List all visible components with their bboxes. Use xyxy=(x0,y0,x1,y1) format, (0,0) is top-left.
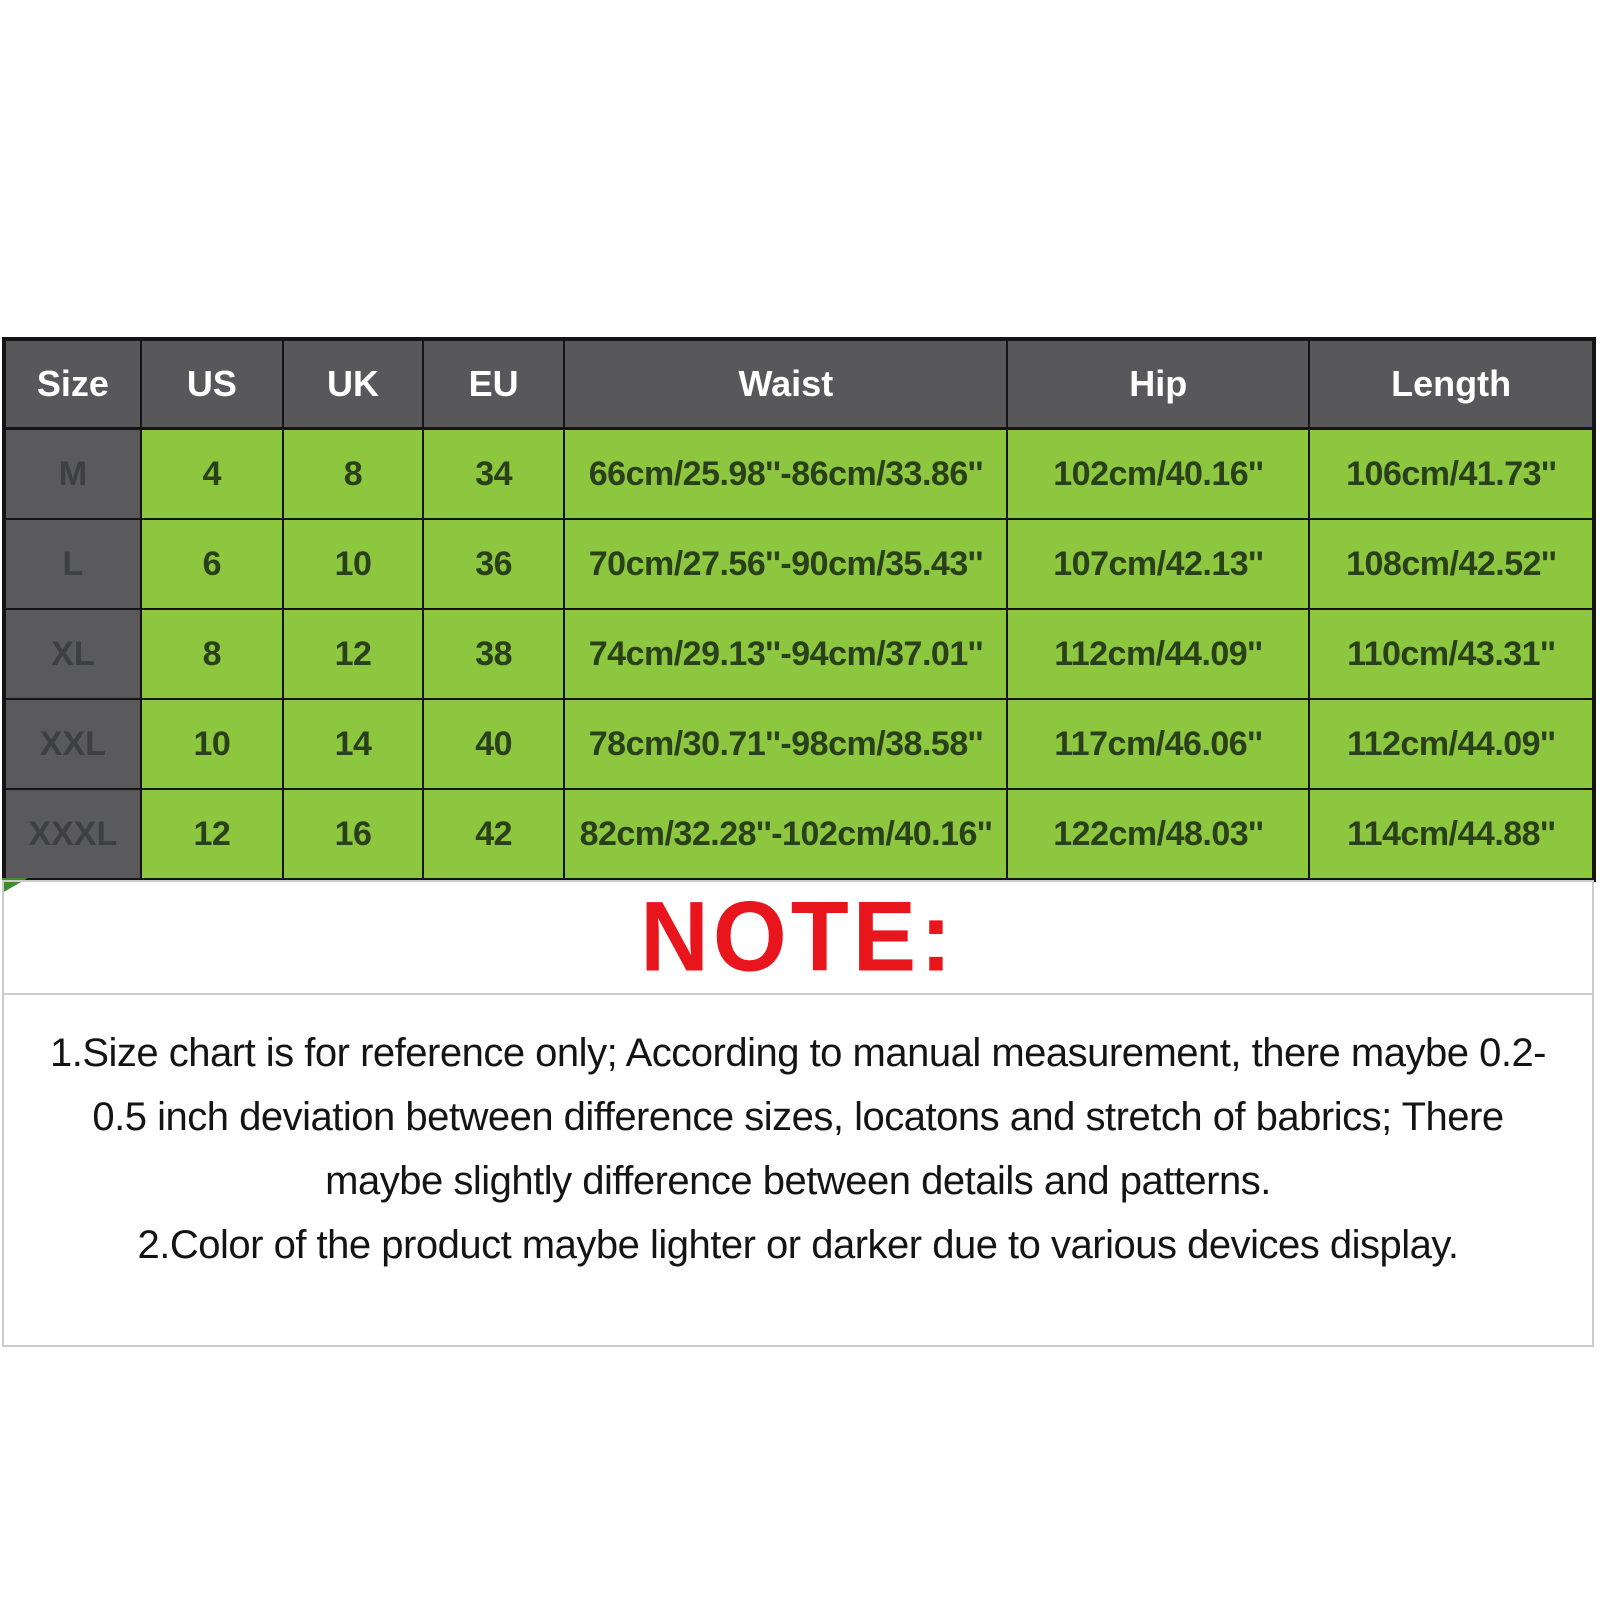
size-chart-table xyxy=(2,337,1596,882)
eu-value: 40 xyxy=(423,699,565,789)
us-value: 10 xyxy=(141,699,283,789)
table-row xyxy=(4,609,1594,699)
eu-value: 34 xyxy=(423,429,565,520)
length-value: 114cm/44.88'' xyxy=(1309,789,1594,880)
us-value: 6 xyxy=(141,519,283,609)
waist-value: 78cm/30.71''-98cm/38.58'' xyxy=(564,699,1007,789)
hip-value: 112cm/44.09'' xyxy=(1007,609,1309,699)
table-row xyxy=(4,429,1594,520)
uk-value: 8 xyxy=(283,429,423,520)
hip-value: 102cm/40.16'' xyxy=(1007,429,1309,520)
waist-value: 70cm/27.56''-90cm/35.43'' xyxy=(564,519,1007,609)
header-us: US xyxy=(141,339,283,429)
us-value: 12 xyxy=(141,789,283,880)
length-value: 108cm/42.52'' xyxy=(1309,519,1594,609)
note-line-4: 2.Color of the product maybe lighter or darker due to various devices display. xyxy=(137,1223,1459,1267)
note-line-3: maybe slightly difference between details and patterns. xyxy=(325,1159,1271,1203)
size-label: L xyxy=(4,519,141,609)
length-value: 110cm/43.31'' xyxy=(1309,609,1594,699)
length-value: 112cm/44.09'' xyxy=(1309,699,1594,789)
eu-value: 42 xyxy=(423,789,565,880)
note-body-section xyxy=(2,993,1594,1347)
size-label: XXXL xyxy=(4,789,141,880)
us-value: 8 xyxy=(141,609,283,699)
waist-value: 66cm/25.98''-86cm/33.86'' xyxy=(564,429,1007,520)
eu-value: 38 xyxy=(423,609,565,699)
uk-value: 10 xyxy=(283,519,423,609)
table-row xyxy=(4,789,1594,880)
header-uk: UK xyxy=(283,339,423,429)
header-waist: Waist xyxy=(564,339,1007,429)
header-eu: EU xyxy=(423,339,565,429)
uk-value: 14 xyxy=(283,699,423,789)
hip-value: 117cm/46.06'' xyxy=(1007,699,1309,789)
length-value: 106cm/41.73'' xyxy=(1309,429,1594,520)
waist-value: 82cm/32.28''-102cm/40.16'' xyxy=(564,789,1007,880)
table-header-row xyxy=(4,339,1594,429)
waist-value: 74cm/29.13''-94cm/37.01'' xyxy=(564,609,1007,699)
header-size: Size xyxy=(4,339,141,429)
hip-value: 107cm/42.13'' xyxy=(1007,519,1309,609)
size-label: XL xyxy=(4,609,141,699)
header-length: Length xyxy=(1309,339,1594,429)
note-title-section xyxy=(2,880,1594,993)
note-title: NOTE: xyxy=(640,881,956,993)
header-hip: Hip xyxy=(1007,339,1309,429)
hip-value: 122cm/48.03'' xyxy=(1007,789,1309,880)
size-label: XXL xyxy=(4,699,141,789)
uk-value: 12 xyxy=(283,609,423,699)
table-row xyxy=(4,699,1594,789)
note-line-2: 0.5 inch deviation between difference sizes, locatons and stretch of babrics; There xyxy=(92,1095,1504,1139)
eu-value: 36 xyxy=(423,519,565,609)
us-value: 4 xyxy=(141,429,283,520)
note-line-1: 1.Size chart is for reference only; According to manual measurement, there maybe 0.2- xyxy=(49,1031,1547,1075)
uk-value: 16 xyxy=(283,789,423,880)
table-row xyxy=(4,519,1594,609)
size-label: M xyxy=(4,429,141,520)
